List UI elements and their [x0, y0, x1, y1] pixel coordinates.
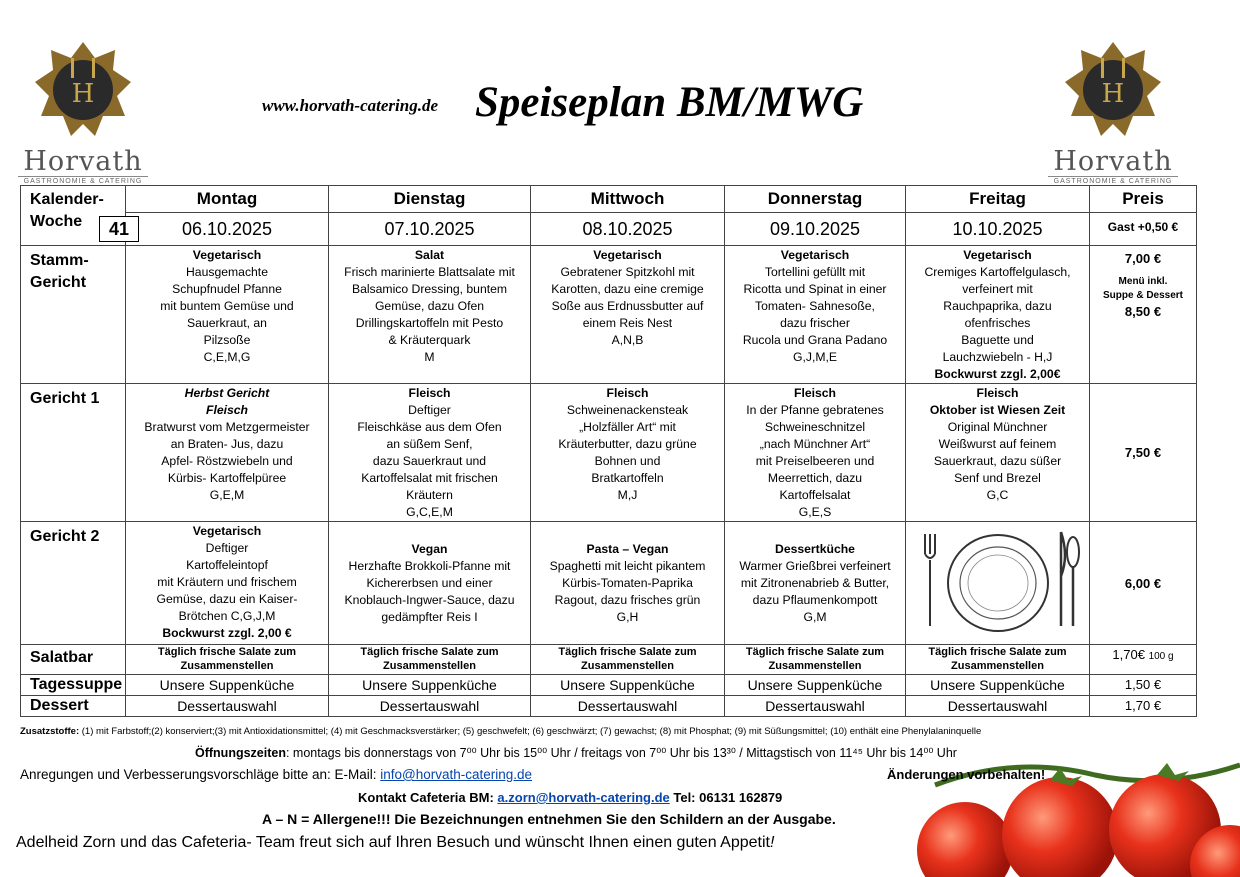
- date-tue: 07.10.2025: [329, 213, 531, 246]
- dish-category: Vegetarisch: [192, 524, 262, 538]
- dish-line: Schweineschnitzel: [764, 420, 866, 434]
- dish-line: M,J: [617, 488, 638, 502]
- dish-line: M: [424, 350, 435, 364]
- dish-line: Ragout, dazu frisches grün: [554, 593, 701, 607]
- dish-line: G,C: [986, 488, 1009, 502]
- dish-category: Dessertküche: [775, 542, 855, 556]
- svg-text:H: H: [71, 79, 95, 109]
- logo-sub: GASTRONOMIE & CATERING: [18, 176, 148, 185]
- dessert-cell: Dessertauswahl: [906, 696, 1090, 717]
- dish-line: & Kräuterquark: [388, 333, 471, 347]
- day-header-thu: Donnerstag: [725, 186, 906, 213]
- salat-price: 1,70€ 100 g: [1090, 645, 1197, 675]
- website-link[interactable]: www.horvath-catering.de: [262, 96, 438, 115]
- g1-cell: [531, 384, 725, 522]
- kw-number: 41: [99, 216, 139, 242]
- guest-surcharge: Gast +0,50 €: [1090, 213, 1197, 246]
- dish-line: Gebratener Spitzkohl mit: [560, 265, 695, 279]
- dish-line: A,N,B: [611, 333, 644, 347]
- dish-allergen: G,M: [803, 610, 827, 624]
- dish-line: Kräuterbutter, dazu grüne: [558, 437, 697, 451]
- dish-line: Sauerkraut, an: [187, 316, 267, 330]
- salat-cell: Täglich frische Salate zum Zusammenstellen: [906, 645, 1090, 675]
- dish-line: Kürbis-Tomaten-Paprika: [562, 576, 693, 590]
- dish-line: Schweinenackensteak: [566, 403, 689, 417]
- price-note: Menü inkl.: [1118, 276, 1168, 287]
- price-note: Suppe & Dessert: [1102, 290, 1184, 301]
- contact-line: Kontakt Cafeteria BM: a.zorn@horvath-catering.de Tel: 06131 162879: [358, 790, 783, 805]
- row-label-suppe: Tagessuppe: [21, 675, 126, 696]
- price-value: 8,50 €: [1124, 304, 1162, 319]
- dish-line: Gemüse, dazu Ofen: [374, 299, 485, 313]
- dessert-cell: Dessertauswahl: [725, 696, 906, 717]
- dish-line: Sauerkraut, dazu süßer: [933, 454, 1062, 468]
- dessert-cell: Dessertauswahl: [126, 696, 329, 717]
- g2-cell: [329, 522, 531, 645]
- logo-brand: Horvath: [23, 146, 143, 177]
- dish-line: C,E,M,G: [203, 350, 251, 364]
- dish-line: mit Zitronenabrieb & Butter,: [740, 576, 890, 590]
- stamm-price: [1090, 246, 1197, 384]
- dish-line: mit Preiselbeeren und: [755, 454, 875, 468]
- stamm-cell: [126, 246, 329, 384]
- feedback-email-link[interactable]: info@horvath-catering.de: [380, 767, 533, 782]
- stamm-cell: [329, 246, 531, 384]
- dish-line: Warmer Grießbrei verfeinert: [739, 559, 891, 573]
- stamm-cell: [725, 246, 906, 384]
- dish-category: Fleisch: [408, 386, 451, 400]
- dish-extra: Bockwurst zzgl. 2,00€: [934, 367, 1061, 381]
- dish-line: Knoblauch-Ingwer-Sauce, dazu: [344, 593, 515, 607]
- dish-line: Hausgemachte: [186, 265, 268, 279]
- salat-cell: Täglich frische Salate zum Zusammenstellen: [531, 645, 725, 675]
- page-title: Speiseplan BM/MWG: [475, 79, 864, 126]
- g1-cell: [725, 384, 906, 522]
- dish-line: einem Reis Nest: [582, 316, 673, 330]
- dish-category: Fleisch: [206, 403, 248, 417]
- suppe-cell: Unsere Suppenküche: [329, 675, 531, 696]
- date-thu: 09.10.2025: [725, 213, 906, 246]
- dish-line: Bohnen und: [594, 454, 661, 468]
- dish-line: Kräutern: [406, 488, 453, 502]
- dish-line: Brötchen C,G,J,M: [178, 609, 276, 623]
- dish-line: G,E,M: [209, 488, 245, 502]
- dish-line: dazu Pflaumenkompott: [752, 593, 878, 607]
- row-label-stamm: [21, 246, 126, 384]
- dish-line: Lauchzwiebeln - H,J: [942, 350, 1053, 364]
- dish-category: Vegetarisch: [192, 248, 262, 262]
- feedback-line: Anregungen und Verbesserungsvorschläge bitte an: E-Mail: info@horvath-catering.de: [20, 767, 533, 782]
- label-line: Gericht: [30, 274, 87, 291]
- dish-line: Herzhafte Brokkoli-Pfanne mit: [348, 559, 511, 573]
- dish-line: Weißwurst auf feinem: [938, 437, 1057, 451]
- dish-line: Kartoffelsalat: [779, 488, 851, 502]
- day-header-wed: Mittwoch: [531, 186, 725, 213]
- dish-line: Kürbis- Kartoffelpüree: [167, 471, 287, 485]
- dish-line: Gemüse, dazu ein Kaiser-: [156, 592, 298, 606]
- dish-category: Fleisch: [606, 386, 649, 400]
- suppe-cell: Unsere Suppenküche: [126, 675, 329, 696]
- dish-line: Pilzsoße: [203, 333, 251, 347]
- suppe-price: 1,50 €: [1090, 675, 1197, 696]
- dish-line: Deftiger: [408, 403, 451, 417]
- dish-line: mit buntem Gemüse und: [160, 299, 294, 313]
- dish-line: Frisch marinierte Blattsalate mit: [344, 265, 515, 279]
- g2-cell: [531, 522, 725, 645]
- dish-line: an Braten- Jus, dazu: [170, 437, 284, 451]
- suppe-cell: Unsere Suppenküche: [531, 675, 725, 696]
- logo-right: [1048, 40, 1178, 185]
- dish-line: Balsamico Dressing, buntem: [351, 282, 508, 296]
- suppe-cell: Unsere Suppenküche: [725, 675, 906, 696]
- salat-cell: Täglich frische Salate zum Zusammenstellen: [126, 645, 329, 675]
- dish-line: „nach Münchner Art“: [759, 437, 871, 451]
- logo-emblem-icon: [33, 40, 133, 140]
- salat-cell: Täglich frische Salate zum Zusammenstellen: [725, 645, 906, 675]
- dish-line: ofenfrisches: [964, 316, 1031, 330]
- logo-emblem-icon: [1063, 40, 1163, 140]
- dish-line: Schupfnudel Pfanne: [172, 282, 282, 296]
- row-label-g2: Gericht 2: [21, 522, 126, 645]
- dish-line: Bratkartoffeln: [591, 471, 664, 485]
- row-label-dessert: Dessert: [21, 696, 126, 717]
- dish-line: mit Kräutern und frischem: [157, 575, 297, 589]
- g1-price: 7,50 €: [1090, 384, 1197, 522]
- dish-line: Senf und Brezel: [954, 471, 1041, 485]
- row-label-salat: Salatbar: [21, 645, 126, 675]
- greeting-line: Adelheid Zorn und das Cafeteria- Team freut sich auf Ihren Besuch und wünscht Ihnen einen guten Appetit!: [16, 834, 775, 851]
- g2-cell: [725, 522, 906, 645]
- stamm-cell: [906, 246, 1090, 384]
- dish-line: gedämpfter Reis I: [381, 610, 478, 624]
- dessert-cell: Dessertauswahl: [531, 696, 725, 717]
- changes-note: Änderungen vorbehalten!: [887, 767, 1046, 782]
- day-header-mon: Montag: [126, 186, 329, 213]
- g1-cell: [329, 384, 531, 522]
- dish-highlight: Oktober ist Wiesen Zeit: [929, 403, 1066, 417]
- dish-line: Ricotta und Spinat in einer: [743, 282, 887, 296]
- dish-line: Soße aus Erdnussbutter auf: [551, 299, 704, 313]
- dish-line: Tortellini gefüllt mit: [764, 265, 866, 279]
- salat-cell: Täglich frische Salate zum Zusammenstellen: [329, 645, 531, 675]
- dish-line: Cremiges Kartoffelgulasch,: [924, 265, 1071, 279]
- dish-line: G,J,M,E: [792, 350, 837, 364]
- dish-line: In der Pfanne gebratenes: [746, 403, 884, 417]
- dish-line: Kichererbsen und einer: [366, 576, 493, 590]
- day-header-fri: Freitag: [906, 186, 1090, 213]
- svg-text:H: H: [1101, 79, 1125, 109]
- allergy-note: A – N = Allergene!!! Die Bezeichnungen entnehmen Sie den Schildern an der Ausgabe.: [262, 811, 836, 827]
- label-line: Stamm-: [30, 252, 89, 269]
- date-mon: 06.10.2025: [126, 213, 329, 246]
- logo-sub: GASTRONOMIE & CATERING: [1048, 176, 1178, 185]
- dish-line: Meerrettich, dazu: [767, 471, 863, 485]
- kw-label-1: Kalender-: [30, 191, 104, 208]
- dish-line: Tomaten- Sahnesoße,: [755, 299, 875, 313]
- dish-line: G,H: [616, 610, 639, 624]
- dessert-price: 1,70 €: [1090, 696, 1197, 717]
- g1-cell: [126, 384, 329, 522]
- plate-cell: [906, 522, 1090, 645]
- dish-line: Original Münchner: [947, 420, 1048, 434]
- date-wed: 08.10.2025: [531, 213, 725, 246]
- dish-tag: Herbst Gericht: [184, 386, 270, 400]
- dish-category: Vegetarisch: [593, 248, 662, 262]
- plate-cutlery-icon: [913, 526, 1083, 636]
- dish-line: Spaghetti mit leicht pikantem: [549, 559, 706, 573]
- dish-extra: Bockwurst zzgl. 2,00 €: [162, 626, 292, 640]
- date-fri: 10.10.2025: [906, 213, 1090, 246]
- dish-category: Vegan: [411, 542, 448, 556]
- dish-category: Fleisch: [976, 386, 1019, 400]
- dish-line: an süßem Senf,: [386, 437, 473, 451]
- dish-line: Apfel- Röstzwiebeln und: [161, 454, 293, 468]
- day-header-tue: Dienstag: [329, 186, 531, 213]
- g1-cell: [906, 384, 1090, 522]
- price-value: 7,00 €: [1124, 251, 1162, 266]
- dish-line: verfeinert mit: [962, 282, 1033, 296]
- kw-label-2: Woche: [30, 213, 83, 230]
- g2-cell: [126, 522, 329, 645]
- dish-line: Bratwurst vom Metzgermeister: [144, 420, 310, 434]
- dish-line: dazu Sauerkraut und: [372, 454, 487, 468]
- row-label-g1: Gericht 1: [21, 384, 126, 522]
- dish-category: Vegetarisch: [963, 248, 1032, 262]
- contact-email-link[interactable]: a.zorn@horvath-catering.de: [497, 790, 670, 805]
- dish-line: Rauchpaprika, dazu: [943, 299, 1052, 313]
- kw-cell: [21, 186, 130, 246]
- price-header: Preis: [1090, 186, 1197, 213]
- dish-line: Deftiger: [205, 541, 249, 555]
- dessert-cell: Dessertauswahl: [329, 696, 531, 717]
- menu-table: [20, 185, 1197, 717]
- logo-left: [18, 40, 148, 185]
- dish-line: Kartoffeleintopf: [186, 558, 268, 572]
- dish-line: G,C,E,M: [406, 505, 453, 519]
- dish-category: Vegetarisch: [780, 248, 850, 262]
- dish-line: G,E,S: [798, 505, 832, 519]
- logo-brand: Horvath: [1053, 146, 1173, 177]
- suppe-cell: Unsere Suppenküche: [906, 675, 1090, 696]
- dish-line: Rucola und Grana Padano: [742, 333, 888, 347]
- dish-line: dazu frischer: [780, 316, 850, 330]
- dish-line: Drillingskartoffeln mit Pesto: [355, 316, 504, 330]
- dish-category: Fleisch: [794, 386, 836, 400]
- opening-hours: Öffnungszeiten: montags bis donnerstags von 7⁰⁰ Uhr bis 15⁰⁰ Uhr / freitags von 7⁰⁰ Uhr bis 13³⁰ / Mittagstisch von 11⁴⁵ Uhr bis 14⁰⁰ Uhr: [195, 746, 957, 760]
- stamm-cell: [531, 246, 725, 384]
- g2-price: 6,00 €: [1090, 522, 1197, 645]
- dish-line: „Holzfäller Art“ mit: [579, 420, 676, 434]
- dish-category: Pasta – Vegan: [586, 542, 669, 556]
- dish-line: Kartoffelsalat mit frischen: [361, 471, 498, 485]
- dish-line: Karotten, dazu eine cremige: [551, 282, 704, 296]
- dish-line: Baguette und: [961, 333, 1034, 347]
- dish-category: Salat: [414, 248, 445, 262]
- additives-line: Zusatzstoffe: (1) mit Farbstoff;(2) konserviert;(3) mit Antioxidationsmittel; (4) mit Geschmacksverstärker; (5) geschwefelt; (6) geschwärzt; (7) gewachst; (8) mit Phosphat; (9) mit Süßungsmittel; (10) enthält eine Phenylalaninquelle: [20, 726, 982, 737]
- dish-line: Fleischkäse aus dem Ofen: [357, 420, 502, 434]
